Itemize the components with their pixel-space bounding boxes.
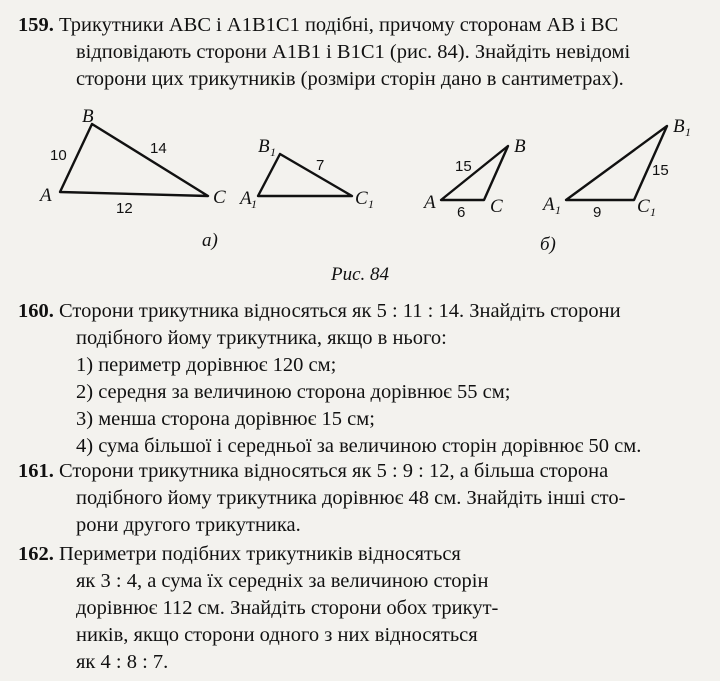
vertex-label: B	[82, 106, 94, 127]
side-length-label: 14	[150, 140, 167, 157]
vertex-label: A	[424, 192, 436, 213]
figure-part-label: б)	[540, 234, 556, 255]
problem-text-line: Сторони трикутника відносяться як 5 : 11 : 14. Знайдіть сторони	[59, 300, 621, 322]
problem-text-line: сторони цих трикутників (розміри сторін дано в сантиметрах).	[76, 68, 624, 90]
figure-part-label: а)	[202, 230, 218, 251]
problem-text-line: Периметри подібних трикутників відносяться	[59, 543, 461, 565]
vertex-label: B	[514, 136, 526, 157]
vertex-label: A	[40, 185, 52, 206]
problem-list-item: 4) сума більшої і середньої за величиною сторін дорівнює 50 см.	[76, 435, 642, 457]
problem-number: 159.	[18, 14, 54, 36]
problem-list-item: 2) середня за величиною сторона дорівнює 55 см;	[76, 381, 511, 403]
problem-text-line: подібного йому трикутника, якщо в нього:	[76, 327, 447, 349]
problem-text-line: дорівнює 112 см. Знайдіть сторони обох трикут-	[76, 597, 499, 619]
vertex-label: A	[240, 188, 252, 209]
problem-list-item: 3) менша сторона дорівнює 15 см;	[76, 408, 375, 430]
side-length-label: 15	[455, 158, 472, 175]
problem-text-line: як 4 : 8 : 7.	[76, 651, 169, 673]
triangle-abc-b	[422, 136, 556, 255]
side-length-label: 10	[50, 147, 67, 164]
vertex-label: C	[490, 196, 503, 217]
problem-number: 162.	[18, 543, 54, 565]
vertex-label: B	[673, 116, 685, 137]
vertex-subscript: 1	[555, 203, 561, 217]
side-length-label: 6	[457, 204, 466, 221]
problem-list-item: 1) периметр дорівнює 120 см;	[76, 354, 337, 376]
problem-text-line: ників, якщо сторони одного з них відносяться	[76, 624, 478, 646]
problem-162	[18, 541, 578, 676]
vertex-label: C	[355, 188, 368, 209]
vertex-subscript: 1	[685, 125, 691, 139]
vertex-subscript: 1	[368, 197, 374, 211]
problem-text-line: Сторони трикутника відносяться як 5 : 9 : 12, а більша сторона	[59, 460, 609, 482]
figure-caption: Рис. 84	[330, 264, 390, 285]
vertex-subscript: 1	[251, 197, 257, 211]
vertex-subscript: 1	[270, 145, 276, 159]
triangle-abc	[38, 106, 226, 251]
problem-159	[18, 12, 708, 93]
vertex-subscript: 1	[650, 205, 656, 219]
vertex-label: C	[637, 196, 650, 217]
vertex-label: A	[543, 194, 555, 215]
side-length-label: 15	[652, 162, 669, 179]
problem-text-line: як 3 : 4, а сума їх середніх за величиною сторін	[76, 570, 489, 592]
triangle-a1b1c1-a	[238, 136, 374, 211]
problem-number: 160.	[18, 300, 54, 322]
vertex-label: B	[258, 136, 270, 157]
problem-text-line: відповідають сторони A1B1 і B1C1 (рис. 84). Знайдіть невідомі	[76, 41, 631, 63]
triangle-a1b1c1-b	[541, 116, 691, 221]
problem-text-line: Трикутники ABC і A1B1C1 подібні, причому сторонам AB і BC	[59, 14, 619, 36]
problem-160	[18, 298, 708, 460]
problem-161	[18, 458, 708, 539]
side-length-label: 9	[593, 204, 602, 221]
side-length-label: 7	[316, 157, 325, 174]
problem-text-line: подібного йому трикутника дорівнює 48 см. Знайдіть інші сто-	[76, 487, 626, 509]
problem-text-line: рони другого трикутника.	[76, 514, 301, 536]
problem-number: 161.	[18, 460, 54, 482]
vertex-label: C	[213, 187, 226, 208]
side-length-label: 12	[116, 200, 133, 217]
